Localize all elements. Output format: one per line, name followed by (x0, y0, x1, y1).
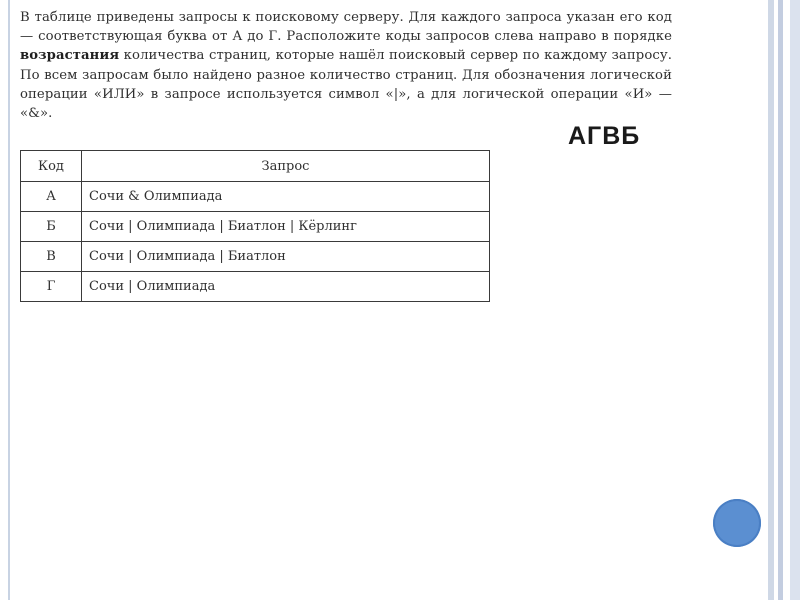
left-border-rule (8, 0, 10, 600)
row-code: В (21, 242, 82, 272)
table-row (21, 242, 490, 272)
row-code: А (21, 182, 82, 212)
header-code: Код (21, 151, 82, 182)
task-statement (20, 8, 672, 123)
right-decorative-bar (768, 0, 774, 600)
row-query: Сочи & Олимпиада (82, 182, 490, 212)
right-decorative-bar-inner (778, 0, 783, 600)
task-text-part-1: В таблице приведены запросы к поисковому серверу. Для каждого запроса указан его код — соответствующая буква от А до Г. Расположите коды запросов слева направо в порядке (20, 10, 672, 45)
table-row (21, 272, 490, 302)
answer-text: АГВБ (568, 122, 641, 150)
table-row (21, 212, 490, 242)
task-text-part-2: количества страниц, которые нашёл поисковый сервер по каждому запросу. По всем запросам было найдено разное количество страниц. Для обозначения логической операции «ИЛИ» в запросе используется символ «|», а для логической операции «И» — «&». (20, 48, 672, 122)
right-decorative-edge (790, 0, 800, 600)
table-row (21, 182, 490, 212)
header-query: Запрос (82, 151, 490, 182)
table-header-row (21, 151, 490, 182)
row-query: Сочи | Олимпиада | Биатлон (82, 242, 490, 272)
queries-table (20, 150, 490, 302)
slide-nav-dot[interactable] (713, 499, 761, 547)
row-query: Сочи | Олимпиада (82, 272, 490, 302)
row-code: Б (21, 212, 82, 242)
task-text-emphasis: возрастания (20, 48, 120, 64)
row-query: Сочи | Олимпиада | Биатлон | Кёрлинг (82, 212, 490, 242)
row-code: Г (21, 272, 82, 302)
